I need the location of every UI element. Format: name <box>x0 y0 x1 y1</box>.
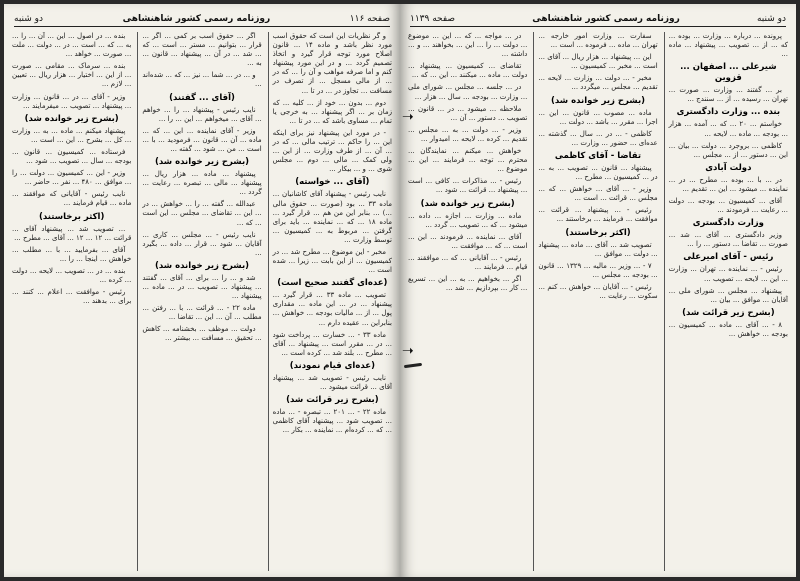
newspaper-spread <box>4 4 796 577</box>
paragraph: وزیر - ... آقای ... خواهش ... که ... مجلس ... قرائت ... است ... <box>538 185 658 203</box>
section-heading: (اکثر برخاستند) <box>565 227 631 238</box>
left-header-right: صفحه ۱۱۶ <box>349 14 390 24</box>
paragraph: مخبر - این موضوع ... مطرح شد ... در کمیسیون ... از این بابت ... زیرا ... شده است ... <box>272 247 392 275</box>
right-header-right: دو شنبه <box>756 14 786 24</box>
paragraph: عبدالله ... گفته ... را ... خواهش ... در ... این ... تقاضای ... مجلس ... این است ... که ... <box>142 200 262 227</box>
paragraph: نایب رئیس - تصویب شد ... پیشنهاد آقای ... قرائت میشود ... <box>272 373 392 391</box>
paragraph: نایب رئیس - آقایانی که موافقند ... ماده ... قیام فرمایند ... <box>12 190 132 208</box>
paragraph: نایب رئیس - ... مجلس ... کاری ... آقایان ... شود ... قرار ... داده ... بگیرد ... <box>142 230 262 257</box>
paragraph: فرستاده ... کمیسیون ... قانون ... بودجه ... سال ... تصویب ... شود ... <box>12 147 132 166</box>
paragraph: در ... با ... بوده ... مطرح ... در ... نماینده ... میشود ... این ... تقدیم ... <box>668 175 788 193</box>
paragraph: کاظمی - ... در ... سال ... گذشته ... عده‌ای ... حضور ... وزارت ... <box>538 129 658 147</box>
paragraph: نایب رئیس - پیشنهاد آقای کاشانیان ... ماده ۳۳ ... بود (صورت ... حقوق مالی ...) ... بنابر این من هم ... قرار گیرد ... ماده ۱۸ ... که ... نماینده ... باید برای گرفتن ... مربوط به ... کمیسیون ... توسط وزارت ... <box>272 190 392 244</box>
paragraph: رئیس - موافقت ... اعلام ... کنند ... برای ... بدهند ... <box>12 288 132 306</box>
paragraph: و گر نظریات این است که حقوق اسب مورد نظر باشد و ماده ۱۴ ... قانون اصلاح مورد توجه قرار گیرد و اتخاذ تصمیم گردد ... و در این مورد پیشنهاد کنم و اما صرفه مواهب و آن را ... که در ... از مالی مسجل ... از تصرف در مسافت ... تجاوز در ... در تا ... <box>272 32 392 95</box>
paragraph: خواهش ... میکنم ... نمایندگان ... محترم ... توجه ... فرمایند ... این ... موضوع ... <box>408 147 528 174</box>
paragraph: کاظمی ... بروجرد ... دولت ... بیان ... این ... دستور ... از ... مجلس ... <box>668 141 788 159</box>
paragraph: بنده ... در ... تصویب ... لایحه ... دولت ... کرده ... <box>12 266 132 284</box>
paragraph: ۷ - ... وزیر ... مالیه ... ۱۳۲۹ ... قانون ... بودجه ... مجلس ... <box>538 261 658 279</box>
right-page <box>400 4 796 577</box>
paragraph: مخبر - ... دولت ... وزارت ... لایحه ... تقدیم ... مجلس ... میگردد ... <box>538 74 658 92</box>
section-heading: (عده‌ای قیام نمودند) <box>289 360 375 371</box>
paragraph: ماده ... مصوب ... قانون ... این ... اجرا ... مقرر ... باشد ... دولت ... <box>538 108 658 126</box>
section-heading: (آقای ... خواسته) <box>295 177 370 188</box>
paragraph: بنده ... در اصول ... این ... آن ... را ... به ... که ... است ... در ... دولت ... ملت ... صورت ... خواهد ... <box>12 32 132 59</box>
paragraph: اگر ... حقوق اسب بر کمی ... اگر ... قرار ... بتوانیم ... مستر ... است ... که ... شد ... در آن ... پیشنهاد ... قانون ... به ... <box>142 32 262 68</box>
paragraph: آقای ... کمیسیون ... بودجه ... دولت ... رعایت ... فرمودند ... <box>668 197 788 215</box>
right-column-1 <box>664 32 788 571</box>
section-heading: (بشرح زیر خوانده شد) <box>154 260 250 271</box>
left-header-left: دو شنبه <box>14 14 44 24</box>
paragraph: بر ... گفتند ... وزارت ... صورت ... تهران ... رسیده ... از ... سنندج ... <box>668 86 788 104</box>
paragraph: وزیر - این ... کمیسیون ... دولت ... را ... موافق ... ۴۸۰ ... نفر ... حاضر ... <box>12 169 132 187</box>
section-heading: (اکثر برخاستند) <box>39 211 105 222</box>
paragraph: پرونده ... درباره ... وزارت ... بوده ... که ... از ... تصویب ... پیشنهاد ... ماده ... <box>668 32 788 59</box>
section-heading: (آقای ... گفتند) <box>169 92 235 103</box>
paragraph: رئیس - ... نماینده ... تهران ... وزارت ... این ... لایحه ... تصویب ... <box>668 265 788 283</box>
paragraph: پیشنهاد میکنم ... ماده ... به ... وزارت ... کل ... بشرح ... این ... است ... <box>12 126 132 144</box>
section-heading: تقاضا - آقای کاظمی <box>554 150 642 161</box>
section-heading: شیرعلی ... اصفهان ... قزوین <box>680 62 777 84</box>
paragraph: اگر ... بخواهیم ... به ... این ... تسریع ... کار ... بپردازیم ... شد ... <box>408 275 528 293</box>
section-heading: (بشرح زیر خوانده شد) <box>550 95 646 106</box>
left-header-title: روزنامه رسمی کشور شاهنشاهی <box>122 14 271 24</box>
paragraph: تصویب ... ماده ۳۳ ... قرار گیرد ... پیشنهاد ... در ... این ماده ... مقداری پول ... از ... مالیات بودجه ... خواهش ... بنابراین ... عقیده دارم ... <box>272 291 392 327</box>
right-page-columns <box>408 32 788 571</box>
paragraph: رئیس - ... پیشنهاد ... قرائت ... موافقت ... فرمایند ... برخاستند ... <box>538 206 658 224</box>
paragraph: آقای ... نماینده ... فرمودند ... این ... است ... که ... موافقت ... <box>408 232 528 250</box>
left-page <box>4 4 400 577</box>
paragraph: این ... پیشنهاد ... هزار ریال ... آقای ... است ... مخبر ... کمیسیون ... <box>538 53 658 71</box>
section-heading: (بشرح زیر قرائت شد) <box>286 395 379 406</box>
section-heading: رئیس - آقای امیرعلی <box>683 252 774 263</box>
paragraph: وزیر - آقای ... در ... قانون ... وزارت ... پیشنهاد ... تصویب ... میفرمایند ... <box>12 92 132 110</box>
section-heading: (عده‌ای گفتند صحیح است) <box>277 278 388 289</box>
right-header-title: روزنامه رسمی کشور شاهنشاهی <box>532 14 680 24</box>
paragraph: رئیس - ... مذاکرات ... کافی ... است ... پیشنهاد ... قرائت ... شود ... <box>408 177 528 195</box>
paragraph: تقاضای ... کمیسیون ... پیشنهاد ... دولت ... ماده ... میکنند ... این ... که ... <box>408 62 528 80</box>
paragraph: وزیر - آقای نماینده ... این ... که ... ماده ... آن ... قانون ... فرمودید ... با ... است ... من ... شود ... گفته ... <box>142 126 262 153</box>
paragraph: ماده ... وزارت ... اجازه ... داده ... میشود ... که ... تصویب ... گردد ... <box>408 211 528 229</box>
paragraph: وزیر - ... دولت ... به ... مجلس ... تقدیم ... کرده ... لایحه ... امیدوار ... <box>408 125 528 143</box>
section-heading: (بشرح زیر خوانده شد) <box>154 157 250 168</box>
paragraph: خواستم ... ۲۰ ... که ... آمده ... هزار ... بودجه ... ماده ... لایحه ... <box>668 120 788 138</box>
section-heading: دولت آبادی <box>705 162 752 173</box>
paragraph: دولت ... موظف ... بخشنامه ... کاهش ... تحقیق ... مسافت ... بیشتر ... <box>142 325 262 343</box>
left-column-2 <box>137 32 261 571</box>
paragraph: ملاحظه ... میشود ... در ... قانون ... تصویب ... دستور ... آن ... <box>408 104 528 122</box>
paragraph: پیشنهاد ... قانون ... تصویب ... به ... در ... کمیسیون ... مطرح ... <box>538 163 658 182</box>
left-page-columns <box>12 32 392 571</box>
paragraph: رئیس - ... آقایانی ... که ... موافقند ... قیام ... فرمایند ... <box>408 253 528 271</box>
section-heading: بنده ... وزارت دادگستری <box>676 107 781 118</box>
section-heading: وزارت دادگستری <box>692 218 764 229</box>
paragraph: دوم ... بدون ... خود از ... کلیه ... که زمان بر ... اگر پیشنهاد ... به خرجی یا تمام ... مساوی باشد که ... در تا ... <box>272 98 392 125</box>
paragraph: در ... مواجه ... که ... این ... موضوع ... دولت ... را ... این ... بخواهند ... و ... داشته ... <box>408 32 528 59</box>
paragraph: نایب رئیس - پیشنهاد ... را ... خواهم ... آقای ... میخواهم ... این ... را ... <box>142 105 262 123</box>
left-column-1 <box>268 32 392 571</box>
paragraph: - در مورد این پیشنهاد نیز برای اینکه این ... را حاکم ... ترتیب مالی ... که در ... آن ... از طرف وزارت ... از این ... ولی کمک ... مالی ... دوم ... مجلس شوی ... و ... بیکار ... <box>272 128 392 174</box>
margin-arrow-icon: ➝ <box>402 109 414 125</box>
paragraph: وزیر دادگستری ... آقای ... شد ... صورت ... تقاضا ... دستور ... را ... <box>668 231 788 249</box>
margin-arrow-icon: ➝ <box>402 343 414 359</box>
paragraph: ۸ - ... آقای ... ماده ... کمیسیون ... بودجه ... خواهش ... <box>668 320 788 338</box>
left-column-3 <box>12 32 131 571</box>
paragraph: بنده ... سرماک ... مقامی ... صورت ... از این ... اختیار ... هزار ریال ... تعیین ... لازم ... <box>12 62 132 89</box>
right-page-header <box>410 10 786 27</box>
paragraph: ماده ۲۲ - ... ۲۰۱ ... تبصره - ... ماده ... تصویب شود ... پیشنهاد آقای کاظمی ... که ... کرده‌ام ... نماینده ... بکار ... <box>272 408 392 435</box>
section-heading: (بشرح زیر خوانده شد) <box>420 198 515 209</box>
paragraph: تصویب شد ... آقای ... ماده ... پیشنهاد ... دولت ... موافق ... <box>538 240 658 258</box>
paragraph: ماده ۳۳ - ... خسارت ... پرداخت شود ... در ... مقرر است ... پیشنهاد ... آقای ... مطرح ... بلند شد ... کرده است ... <box>272 330 392 357</box>
right-column-3 <box>408 32 527 571</box>
paragraph: ماده ۲۲ - ... قرائت ... با ... رفتن ... مطلب ... آن ... این ... تقاضا ... <box>142 304 262 322</box>
paragraph: شد و ... را ... برای ... آقای ... گفتند ... پیشنهاد ... تصویب ... در ... ماده ... پیشنهاد ... <box>142 273 262 301</box>
paragraph: سفارت ... وزارت امور خارجه ... تهران ... ماده ... فرموده ... است ... <box>538 32 658 50</box>
paragraph: پیشنهاد ... مجلس ... شورای ملی ... آقایان ... موافق ... بیان ... <box>668 286 788 304</box>
paragraph: پیشنهاد ... ماده ... هزار ریال ... پیشنهاد ... مالی ... تبصره ... رعایت ... گردد ... <box>142 170 262 197</box>
section-heading: (بشرح زیر قرائت شد) <box>682 307 775 318</box>
left-page-header <box>14 10 390 27</box>
paragraph: ... تصویب شد ... پیشنهاد آقای ... قرائت ... ۱۲ ... ۱۲ ... آقای ... مطرح ... <box>12 224 132 242</box>
paragraph: رئیس - ... آقایان ... خواهش ... کنم ... سکوت ... رعایت ... <box>538 282 658 300</box>
paragraph: آقای ... بفرمایید ... با ... مطلب ... خواهش ... اینجا ... را ... <box>12 245 132 263</box>
right-header-left: صفحه ۱۱۳۹ <box>410 14 456 24</box>
section-heading: (بشرح زیر خوانده شد) <box>24 113 119 124</box>
paragraph: و ... در ... شما ... نیز ... که ... شده‌اند ... <box>142 71 262 89</box>
right-column-2 <box>533 32 657 571</box>
paragraph: در ... جلسه ... مجلس ... شورای ملی ... وزارت ... بودجه ... سال ... هزار ... <box>408 83 528 101</box>
